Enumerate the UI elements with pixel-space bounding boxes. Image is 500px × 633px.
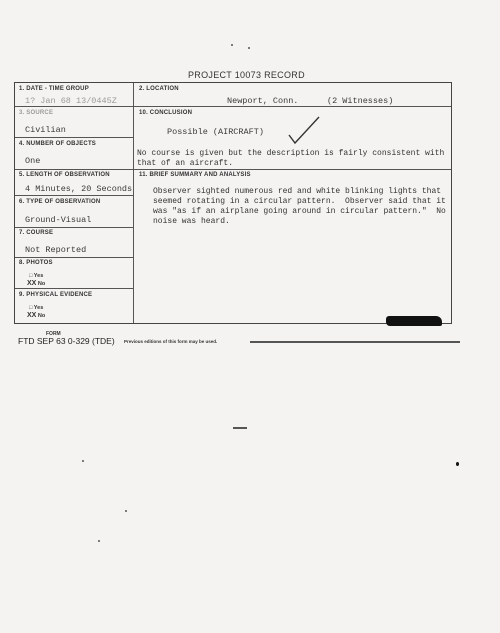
- location-label: 2. LOCATION: [139, 86, 179, 92]
- type-of-observation-label: 6. TYPE OF OBSERVATION: [19, 199, 101, 205]
- divider: [15, 288, 133, 289]
- page-title: PROJECT 10073 RECORD: [188, 70, 305, 80]
- photos-no-option[interactable]: [27, 280, 45, 287]
- divider: [15, 169, 133, 170]
- record-form: [14, 82, 452, 324]
- scan-speck: [456, 462, 459, 466]
- scan-speck: [248, 47, 250, 49]
- type-of-observation-value: Ground-Visual: [25, 215, 92, 225]
- evidence-no-mark: XX: [27, 312, 37, 319]
- check-mark-icon: [285, 115, 325, 149]
- witness-count: (2 Witnesses): [327, 96, 394, 106]
- column-divider: [133, 83, 134, 323]
- scan-speck: [125, 510, 127, 512]
- number-of-objects-value: One: [25, 156, 41, 166]
- conclusion-value: Possible (AIRCRAFT): [167, 127, 264, 137]
- photos-yes-label: Yes: [33, 273, 44, 279]
- photos-yes-option[interactable]: □ Yes: [29, 273, 44, 279]
- physical-evidence-label: 9. PHYSICAL EVIDENCE: [19, 292, 93, 298]
- footer-note: Previous editions of this form may be used.: [124, 339, 218, 344]
- summary-label: 11. BRIEF SUMMARY AND ANALYSIS: [139, 172, 251, 178]
- evidence-yes-label: Yes: [33, 305, 44, 311]
- location-value: Newport, Conn.: [227, 96, 299, 106]
- scan-speck: [233, 427, 247, 429]
- evidence-no-option[interactable]: [27, 312, 45, 319]
- divider: [15, 257, 133, 258]
- divider: [15, 137, 133, 138]
- photos-no-label: No: [37, 281, 46, 287]
- conclusion-note: No course is given but the description is fairly consistent with that of an aircraft.: [137, 149, 445, 168]
- conclusion-label: 10. CONCLUSION: [139, 110, 193, 116]
- course-label: 7. COURSE: [19, 230, 54, 236]
- divider: [133, 106, 451, 107]
- evidence-no-label: No: [37, 313, 46, 319]
- photos-no-mark: XX: [27, 280, 37, 287]
- evidence-yes-option[interactable]: □ Yes: [29, 305, 44, 311]
- source-value: Civilian: [25, 125, 66, 135]
- footer-form-id: FTD SEP 63 0-329 (TDE): [18, 336, 115, 346]
- divider: [15, 195, 133, 196]
- divider: [15, 106, 133, 107]
- length-of-observation-value: 4 Minutes, 20 Seconds: [25, 184, 133, 194]
- length-of-observation-label: 5. LENGTH OF OBSERVATION: [19, 172, 110, 178]
- scan-speck: [231, 44, 233, 46]
- divider: [15, 227, 133, 228]
- source-label: 3. SOURCE: [19, 110, 54, 116]
- scan-speck: [82, 460, 84, 462]
- date-time-value: 1? Jan 68 13/0445Z: [25, 96, 117, 106]
- photos-label: 8. PHOTOS: [19, 260, 53, 266]
- course-value: Not Reported: [25, 245, 87, 255]
- summary-text: Observer sighted numerous red and white blinking lights that seemed rotating in a circular pattern. Observer said that it was "as if an airplane going around in circular pattern." No noise was heard.: [153, 187, 446, 226]
- footer-form-label: FORM: [46, 331, 61, 337]
- number-of-objects-label: 4. NUMBER OF OBJECTS: [19, 141, 97, 147]
- date-time-label: 1. DATE - TIME GROUP: [19, 86, 89, 92]
- footer-rule: [250, 341, 460, 343]
- scan-speck: [98, 540, 100, 542]
- divider: [133, 169, 451, 170]
- ink-smudge: [386, 316, 442, 326]
